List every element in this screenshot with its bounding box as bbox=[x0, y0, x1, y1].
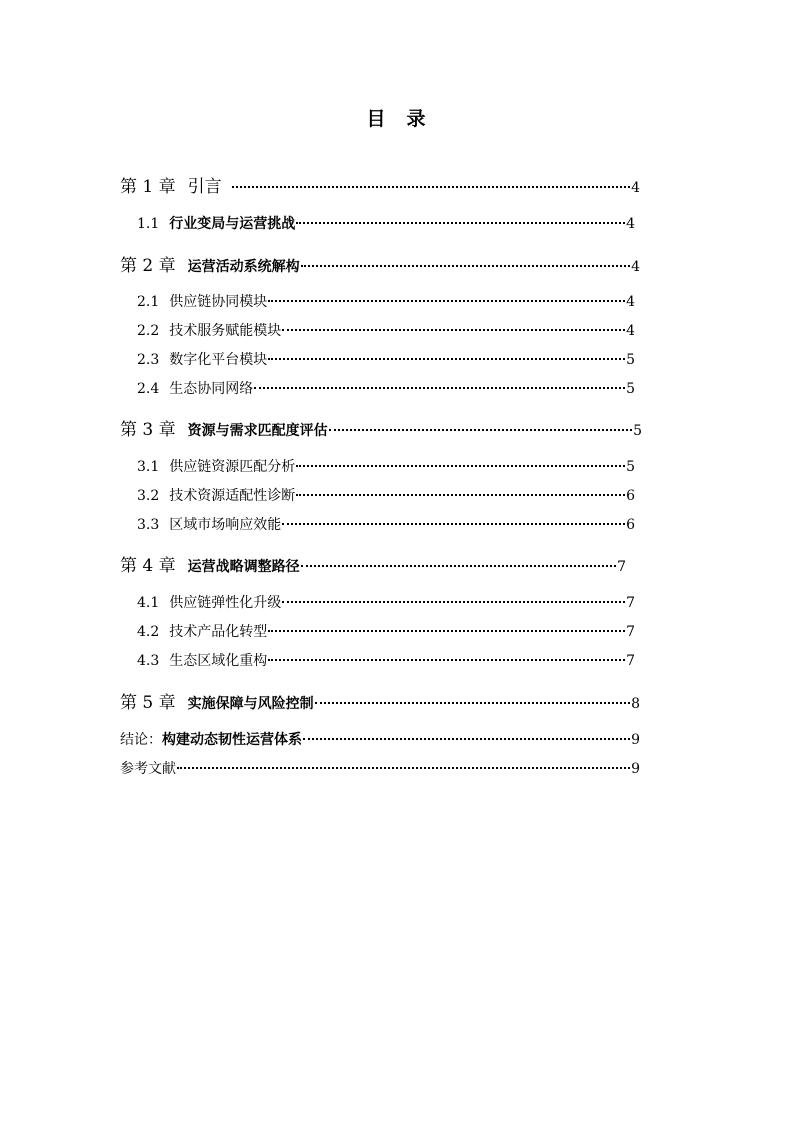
toc-entry-number: 第 5 章 bbox=[120, 693, 176, 713]
toc-entry-label: 行业变局与运营挑战 bbox=[169, 216, 296, 232]
toc-entry-label: 生态协同网络 bbox=[169, 381, 254, 397]
toc-entry-section-3-2[interactable] bbox=[137, 485, 635, 505]
toc-entry-number: 3.1 bbox=[137, 459, 160, 475]
toc-entry-label: 供应链协同模块 bbox=[169, 294, 268, 310]
toc-leader-dots bbox=[282, 523, 625, 525]
toc-entry-number: 2.1 bbox=[137, 294, 160, 310]
toc-leader-dots bbox=[282, 329, 625, 331]
toc-entry-page: 4 bbox=[626, 323, 635, 339]
toc-leader-dots bbox=[268, 300, 625, 302]
toc-entry-number: 第 4 章 bbox=[120, 556, 176, 576]
toc-leader-dots bbox=[296, 222, 625, 224]
toc-entry-page: 8 bbox=[631, 696, 640, 712]
toc-entry-label: 技术产品化转型 bbox=[169, 624, 268, 640]
toc-entry-chapter-4[interactable] bbox=[120, 551, 626, 576]
page-title: 目 录 bbox=[366, 108, 427, 130]
toc-leader-dots bbox=[301, 565, 616, 567]
toc-entry-page: 7 bbox=[626, 624, 635, 640]
toc-entry-page: 6 bbox=[626, 488, 635, 504]
toc-leader-dots bbox=[296, 465, 625, 467]
toc-entry-number: 第 1 章 bbox=[120, 177, 176, 197]
toc-entry-page: 5 bbox=[626, 352, 635, 368]
toc-leader-dots bbox=[296, 494, 625, 496]
toc-entry-references[interactable] bbox=[120, 758, 640, 778]
toc-entry-number: 1.1 bbox=[137, 216, 160, 232]
toc-entry-label: 生态区域化重构 bbox=[169, 653, 268, 669]
toc-entry-label: 引言 bbox=[187, 177, 222, 197]
toc-entry-chapter-2[interactable] bbox=[120, 251, 640, 276]
toc-entry-conclusion[interactable] bbox=[120, 729, 640, 749]
toc-entry-section-2-2[interactable] bbox=[137, 320, 635, 340]
toc-leader-dots bbox=[329, 429, 632, 431]
toc-entry-number: 2.2 bbox=[137, 323, 160, 339]
toc-entry-label: 资源与需求匹配度评估 bbox=[187, 423, 328, 439]
toc-entry-section-2-3[interactable] bbox=[137, 349, 635, 369]
toc-entry-page: 4 bbox=[626, 294, 635, 310]
toc-entry-page: 5 bbox=[626, 381, 635, 397]
toc-entry-page: 7 bbox=[617, 559, 626, 575]
toc-entry-page: 4 bbox=[631, 180, 640, 196]
toc-entry-chapter-3[interactable] bbox=[120, 415, 642, 440]
toc-entry-number: 3.3 bbox=[137, 517, 160, 533]
toc-leader-dots bbox=[303, 738, 630, 740]
toc-entry-section-2-4[interactable] bbox=[137, 378, 635, 398]
toc-entry-section-4-1[interactable] bbox=[137, 592, 635, 612]
toc-entry-label: 技术服务赋能模块 bbox=[169, 323, 282, 339]
toc-leader-dots bbox=[315, 702, 630, 704]
toc-entry-chapter-1[interactable] bbox=[120, 172, 640, 197]
toc-entry-number: 2.4 bbox=[137, 381, 160, 397]
toc-entry-label: 运营活动系统解构 bbox=[187, 259, 300, 275]
toc-entry-page: 5 bbox=[633, 423, 642, 439]
toc-entry-label: 运营战略调整路径 bbox=[187, 559, 300, 575]
toc-entry-section-1-1[interactable] bbox=[137, 213, 635, 233]
toc-entry-section-4-2[interactable] bbox=[137, 621, 635, 641]
toc-entry-label: 构建动态韧性运营体系 bbox=[162, 732, 302, 748]
toc-entry-page: 9 bbox=[631, 732, 640, 748]
toc-leader-dots bbox=[268, 358, 625, 360]
toc-entry-label: 技术资源适配性诊断 bbox=[169, 488, 296, 504]
toc-entry-page: 7 bbox=[626, 595, 635, 611]
toc-leader-dots bbox=[301, 265, 630, 267]
toc-entry-number: 4.3 bbox=[137, 653, 160, 669]
toc-entry-page: 4 bbox=[631, 259, 640, 275]
toc-entry-label: 供应链资源匹配分析 bbox=[169, 459, 296, 475]
toc-leader-dots bbox=[232, 186, 630, 188]
toc-entry-page: 7 bbox=[626, 653, 635, 669]
toc-entry-section-3-1[interactable] bbox=[137, 456, 635, 476]
toc-entry-number: 4.1 bbox=[137, 595, 160, 611]
toc-entry-number: 结论： bbox=[120, 732, 162, 748]
toc-entry-label: 数字化平台模块 bbox=[169, 352, 268, 368]
toc-leader-dots bbox=[268, 659, 625, 661]
toc-leader-dots bbox=[254, 387, 625, 389]
toc-entry-page: 4 bbox=[626, 216, 635, 232]
toc-entry-number: 4.2 bbox=[137, 624, 160, 640]
toc-entry-section-4-3[interactable] bbox=[137, 650, 635, 670]
toc-entry-label: 实施保障与风险控制 bbox=[187, 696, 314, 712]
toc-entry-number: 第 2 章 bbox=[120, 256, 176, 276]
toc-entry-chapter-5[interactable] bbox=[120, 688, 640, 713]
toc-entry-section-2-1[interactable] bbox=[137, 291, 635, 311]
toc-entry-number: 2.3 bbox=[137, 352, 160, 368]
toc-entry-page: 5 bbox=[626, 459, 635, 475]
toc-entry-label: 参考文献 bbox=[120, 761, 176, 777]
toc-entry-page: 9 bbox=[631, 761, 640, 777]
toc-entry-section-3-3[interactable] bbox=[137, 514, 635, 534]
toc-leader-dots bbox=[177, 767, 630, 769]
toc-entry-number: 3.2 bbox=[137, 488, 160, 504]
toc-leader-dots bbox=[282, 601, 625, 603]
toc-entry-label: 供应链弹性化升级 bbox=[169, 595, 282, 611]
toc-entry-number: 第 3 章 bbox=[120, 420, 176, 440]
toc-leader-dots bbox=[268, 630, 625, 632]
toc-entry-label: 区域市场响应效能 bbox=[169, 517, 282, 533]
toc-entry-page: 6 bbox=[626, 517, 635, 533]
